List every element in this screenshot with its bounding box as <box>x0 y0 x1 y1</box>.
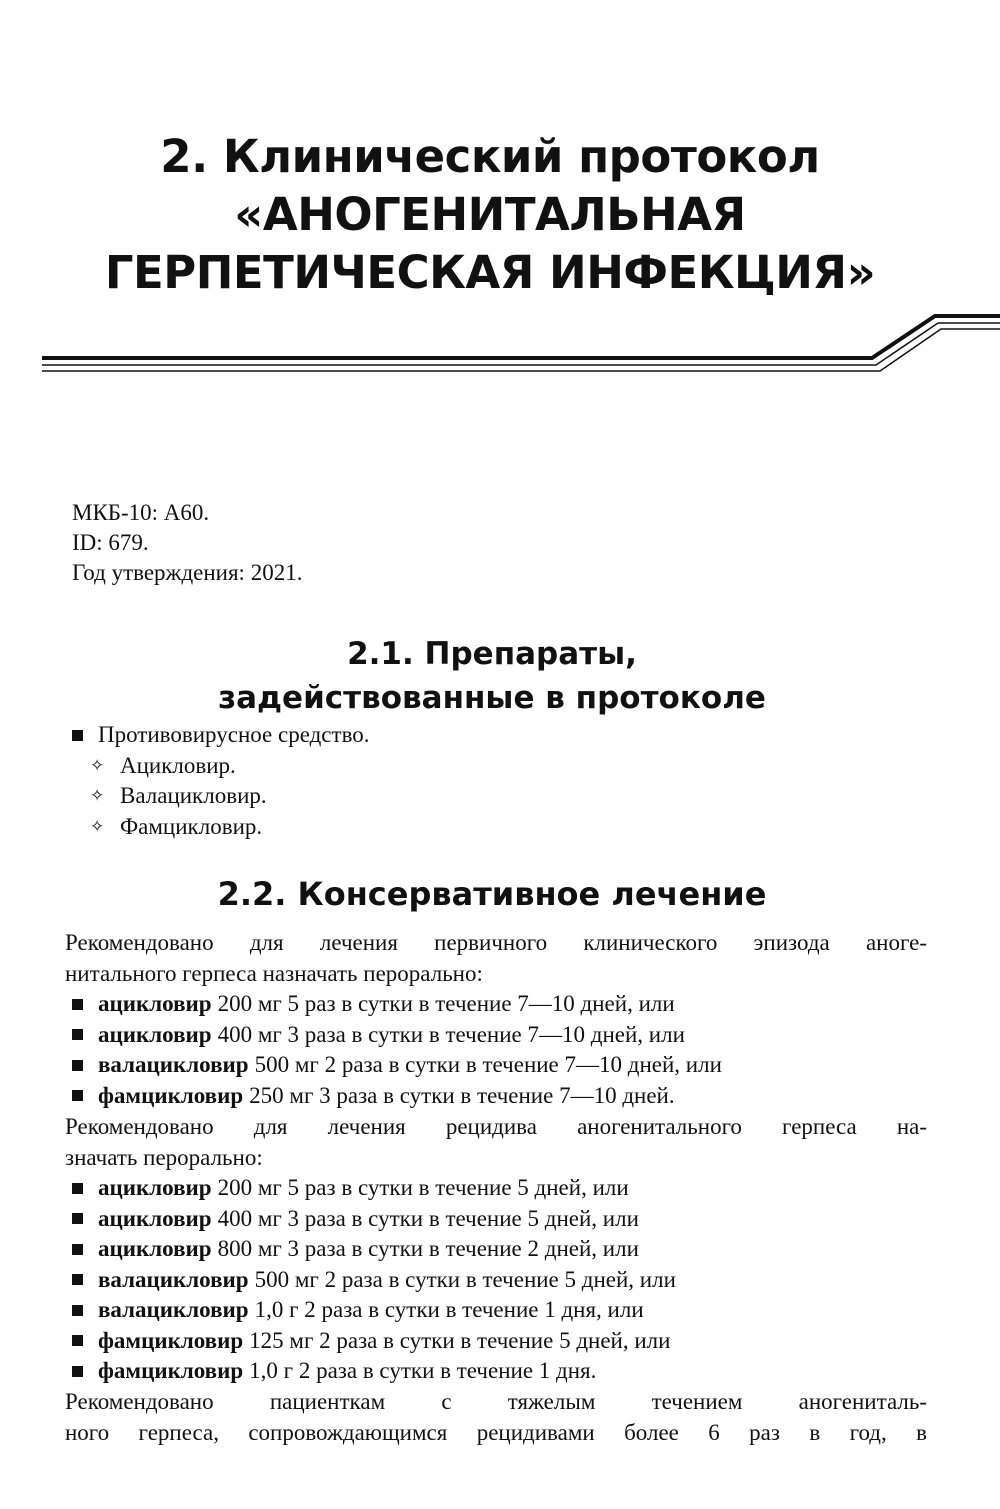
list-item <box>72 781 370 812</box>
paragraph-line: Рекомендовано для лечения первичного клинического эпизода аноге- <box>65 930 927 955</box>
drug-name: ацикловир <box>98 1236 212 1261</box>
dose-text: 400 мг 3 раза в сутки в течение 5 дней, или <box>217 1205 639 1231</box>
drug-name: ацикловир <box>98 1021 212 1047</box>
list-item <box>72 1265 676 1296</box>
list-item <box>72 1326 676 1357</box>
dose-text: 200 мг 5 раз в сутки в течение 7—10 дней, или <box>217 991 675 1016</box>
square-bullet-icon <box>72 1060 83 1071</box>
drug-name: валацикловир <box>98 1297 249 1322</box>
dose-text: 500 мг 2 раза в сутки в течение 5 дней, или <box>254 1266 676 1292</box>
square-bullet-icon <box>72 1305 83 1316</box>
paragraph-line: Рекомендовано пациенткам с тяжелым течением аногениталь- <box>65 1389 927 1414</box>
drug-name: ацикловир <box>98 991 212 1016</box>
drug-group: Противовирусное средство. <box>98 722 370 747</box>
diamond-bullet-icon: ✧ <box>90 816 105 837</box>
drug-name: валацикловир <box>98 1052 249 1077</box>
drug-list <box>72 720 370 842</box>
decorative-rule <box>0 300 1000 390</box>
square-bullet-icon <box>72 1029 83 1040</box>
section-heading-drugs <box>0 632 992 720</box>
dose-text: 250 мг 3 раза в сутки в течение 7—10 дней. <box>249 1082 675 1108</box>
list-item <box>72 1081 722 1112</box>
square-bullet-icon <box>72 1213 83 1224</box>
paragraph-line: Рекомендовано для лечения рецидива аногенитального герпеса на- <box>65 1114 927 1139</box>
list-item <box>72 1173 676 1204</box>
section-heading-text: 2.2. Консервативное лечение <box>217 875 767 913</box>
drug-name: Фамцикловир. <box>120 813 263 839</box>
icd-code: МКБ-10: А60. <box>72 500 210 525</box>
paragraph-line: значать перорально: <box>65 1144 263 1170</box>
list-item <box>72 1234 676 1265</box>
paragraph-recurrent <box>65 1112 927 1173</box>
square-bullet-icon <box>72 1335 83 1346</box>
chapter-title-line-2: «АНОГЕНИТАЛЬНАЯ <box>234 188 746 241</box>
list-item <box>72 751 370 782</box>
diamond-bullet-icon: ✧ <box>90 755 105 776</box>
paragraph-line: нитального герпеса назначать перорально: <box>65 960 483 986</box>
section-heading-treatment <box>0 872 992 916</box>
chapter-title <box>0 128 980 302</box>
drug-name: фамцикловир <box>98 1082 244 1108</box>
paragraph-line: ного герпеса, сопровождающимся рецидивами более 6 раз в год, в <box>65 1419 927 1445</box>
list-item <box>72 1356 676 1387</box>
square-bullet-icon <box>72 1366 83 1377</box>
drug-name: фамцикловир <box>98 1358 244 1383</box>
square-bullet-icon <box>72 999 83 1010</box>
paragraph-severe <box>65 1387 927 1448</box>
square-bullet-icon <box>72 1090 83 1101</box>
paragraph-primary <box>65 928 927 989</box>
diamond-bullet-icon: ✧ <box>90 786 105 806</box>
chapter-title-line-3: ГЕРПЕТИЧЕСКАЯ ИНФЕКЦИЯ» <box>104 246 876 299</box>
dose-text: 800 мг 3 раза в сутки в течение 2 дней, или <box>217 1236 639 1261</box>
dose-text: 400 мг 3 раза в сутки в течение 7—10 дней, или <box>217 1021 685 1047</box>
list-item <box>72 1020 722 1051</box>
list-item <box>72 720 370 751</box>
list-item <box>72 812 370 843</box>
drug-name: Валацикловир. <box>120 783 267 808</box>
primary-dosing-list <box>72 989 722 1111</box>
square-bullet-icon <box>72 1274 83 1285</box>
drug-name: Ацикловир. <box>120 752 236 778</box>
approval-year: Год утверждения: 2021. <box>72 560 303 585</box>
list-item <box>72 1050 722 1081</box>
protocol-id: ID: 679. <box>72 530 149 555</box>
dose-text: 1,0 г 2 раза в сутки в течение 1 дня, или <box>254 1297 644 1322</box>
square-bullet-icon <box>72 1244 83 1255</box>
drug-name: ацикловир <box>98 1175 212 1200</box>
square-bullet-icon <box>72 730 83 741</box>
square-bullet-icon <box>72 1183 83 1194</box>
recurrent-dosing-list <box>72 1173 676 1387</box>
drug-name: ацикловир <box>98 1205 212 1231</box>
dose-text: 125 мг 2 раза в сутки в течение 5 дней, или <box>249 1327 671 1353</box>
drug-name: фамцикловир <box>98 1327 244 1353</box>
list-item <box>72 1295 676 1326</box>
drug-name: валацикловир <box>98 1266 249 1292</box>
dose-text: 500 мг 2 раза в сутки в течение 7—10 дней, или <box>254 1052 722 1077</box>
section-heading-line-2: задействованные в протоколе <box>218 680 766 716</box>
section-heading-line-1: 2.1. Препараты, <box>347 636 637 672</box>
list-item <box>72 1204 676 1235</box>
list-item <box>72 989 722 1020</box>
dose-text: 200 мг 5 раз в сутки в течение 5 дней, или <box>217 1175 629 1200</box>
dose-text: 1,0 г 2 раза в сутки в течение 1 дня. <box>249 1358 597 1383</box>
protocol-meta <box>72 498 302 588</box>
chapter-title-line-1: 2. Клинический протокол <box>160 130 820 183</box>
